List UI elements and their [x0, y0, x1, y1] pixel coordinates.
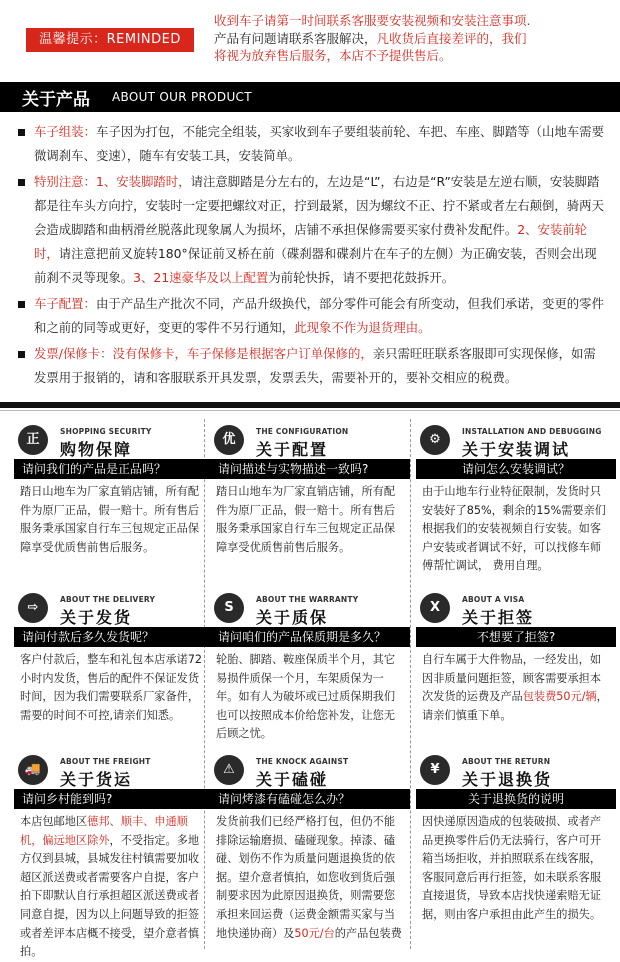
genuine-icon: 正	[18, 425, 48, 455]
delivery-icon: ⇨	[18, 593, 48, 623]
note-special-label: 特别注意：	[34, 174, 96, 189]
quality-icon: 优	[214, 425, 244, 455]
close-icon: X	[420, 593, 450, 623]
cell-answer: 轮胎、脚踏、鞍座保质半个月，其它易损件质保一个月，车架质保为一年。如有人为破坏或已过质保期我们也可以按照成本价给您补发，让您无后顾之忧。	[216, 653, 396, 741]
note-invoice	[18, 342, 606, 390]
cell-title-en: ABOUT THE FREIGHT	[60, 757, 151, 766]
note-special-p3: 为前轮快拆，请不要把花鼓拆开。	[268, 270, 455, 285]
note-special-p1-red: 1、安装脚踏时，	[95, 174, 191, 189]
cell-title-cn: 购物保障	[60, 440, 133, 459]
cell-configuration	[210, 419, 410, 557]
gear-icon: ⚙	[420, 425, 450, 455]
bullet-square-icon	[18, 301, 25, 308]
reminder-line-3: 将视为放弃售后服务，本店不予提供售后。	[214, 48, 452, 63]
yen-icon: ¥	[420, 755, 450, 785]
bullet-square-icon	[18, 351, 25, 358]
cell-question: 请问咱们的产品保质期是多久？	[210, 627, 410, 647]
grid-divider	[410, 419, 411, 949]
cell-head	[210, 749, 410, 789]
cell-title-en: ABOUT THE WARRANTY	[256, 595, 359, 604]
reminder-line-2-red: 凡收货后直接差评的，我们	[376, 30, 527, 46]
cell-head	[210, 587, 410, 627]
cell-question: 关于退换货的说明	[416, 789, 616, 809]
note-special	[18, 170, 606, 290]
reminder-line-2	[214, 30, 614, 48]
cell-question: 请问描述与实物描述一致吗?	[210, 459, 410, 479]
note-config-text: 由于产品生产批次不同，产品升级换代，部分零件可能会有所变动，但我们承诺，变更的零件和之前的同等或更好，变更的零件不另行通知，	[34, 296, 604, 335]
cell-head	[14, 749, 214, 789]
cell-question: 请问怎么安装调试？	[416, 459, 616, 479]
cell-warranty	[210, 587, 410, 744]
reminder-line-2-black: 产品有问题请联系客服解决，	[214, 30, 377, 46]
note-config-text-red: 此现象不作为退货理由。	[294, 320, 431, 335]
cell-title-en: INSTALLATION AND DEBUGGING	[462, 427, 602, 436]
truck-icon: 🚚	[18, 755, 48, 785]
note-config	[18, 292, 606, 340]
note-special-p2-red: 2、安装前轮时，	[34, 222, 588, 261]
cell-title-cn: 关于货运	[60, 770, 133, 789]
cell-answer-text: 发货前我们已经严格打包，但仍不能排除运输磨损、磕碰现象。掉漆、磕碰、划伤不作为质量问题退换货的依据。望介意者慎拍，如您收到货后强制要求因为此原因退换货，则需要您承担来回运费（运费金额需买家与当地快递协商）及	[216, 815, 396, 940]
warranty-icon: S	[214, 593, 244, 623]
bullet-square-icon	[18, 129, 25, 136]
note-config-label: 车子配置：	[34, 296, 96, 311]
cell-return	[416, 749, 616, 925]
note-special-p2: 请注意把前叉旋转180°保证前叉桥在前（碟刹器和碟刹片在车子的左侧）为正确安装，否则会出现前刹不灵等现象。	[34, 246, 597, 285]
cell-answer-text: ，不受指定。多地方仅到县城，县城发往村镇需要加收超区派送费或者需要客户自提，客户拍下即默认自行承担超区派送费或者同意自提，因为以上问题导致的拒签或者差评本店概不接受，望介意者慎拍。	[20, 833, 200, 959]
cell-answer	[14, 809, 214, 962]
cell-title-cn: 关于退换货	[462, 770, 553, 789]
warning-icon: ⚠	[214, 755, 244, 785]
reminder-badge: 温馨提示：REMINDED	[26, 28, 194, 52]
cell-title-en: THE CONFIGURATION	[256, 427, 349, 436]
cell-knock	[210, 749, 410, 943]
cell-answer: 踏日山地车为厂家直销店铺，所有配件为原厂正品，假一赔十。所有售后服务秉承国家自行车三包规定正品保障享受优质售前售后服务。	[20, 485, 200, 554]
note-invoice-label: 发票/保修卡：没有保修卡，车子保修是根据客户订单保修的，	[34, 346, 373, 361]
cell-title-en: ABOUT A VISA	[462, 595, 525, 604]
cell-answer-tail: ，请亲们慎重下单。	[422, 690, 608, 722]
cell-answer: 由于山地车行业特征限制，发货时只安装好了85%，剩余的15%需要亲们根据我们的安装视频自行安装。如客户安装或者调试不好，可以找修车师傅帮忙调试， 费用自理。	[422, 485, 606, 573]
cell-head	[416, 749, 616, 789]
cell-title-en: ABOUT THE DELIVERY	[60, 595, 156, 604]
note-invoice-text: 亲只需旺旺联系客服即可实现保修，如需发票用于报销的，请和客服联系开具发票，发票丢失，需要补开的，要补交相应的税费。	[34, 346, 596, 385]
cell-question: 请问烤漆有磕碰怎么办？	[210, 789, 410, 809]
cell-answer-pre: 本店包邮地区	[20, 815, 88, 828]
cell-title-cn: 关于磕碰	[256, 770, 329, 789]
product-section-header	[0, 82, 620, 112]
cell-question: 请问乡村能到吗?	[14, 789, 214, 809]
cell-answer	[416, 647, 616, 725]
cell-freight	[14, 749, 214, 962]
note-special-p3-red: 3、21速豪华及以上配置	[133, 270, 269, 285]
reminder-line-1: 收到车子请第一时间联系客服要安装视频和安装注意事项.	[214, 13, 531, 28]
cell-head	[416, 587, 616, 627]
section-divider-thin	[0, 410, 620, 411]
cell-title-cn: 关于配置	[256, 440, 329, 459]
reminder-text	[214, 12, 614, 65]
cell-title-cn: 关于质保	[256, 608, 329, 627]
cell-answer-red: 50元/台	[294, 926, 335, 940]
cell-answer: 踏日山地车为厂家直销店铺，所有配件为原厂正品，假一赔十。所有售后服务秉承国家自行车三包规定正品保障享受优质售前售后服务。	[216, 485, 396, 554]
cell-title-cn: 关于发货	[60, 608, 133, 627]
reminder-header	[0, 0, 620, 78]
cell-head	[14, 419, 214, 459]
bullet-square-icon	[18, 179, 25, 186]
note-assembly-text: 车子因为打包，不能完全组装，买家收到车子要组装前轮、车把、车座、脚踏等（山地车需要微调刹车、变速），随车有安装工具，安装简单。	[34, 124, 604, 163]
cell-head	[14, 587, 214, 627]
note-assembly	[18, 120, 606, 168]
cell-head	[416, 419, 616, 459]
cell-title-cn: 关于安装调试	[462, 440, 571, 459]
cell-title-en: THE KNOCK AGAINST	[256, 757, 349, 766]
note-special-p1: 请注意脚踏是分左右的，左边是“L”，右边是“R”安装是左逆右顺，安装脚踏都是往车头方向拧，安装时一定要把螺纹对正，拧到最紧，因为螺纹不正、拧不紧或者左右颠倒，骑两天会造成脚踏和曲柄滑丝脱落此现象属人为损坏，店铺不承担保修需要买家付费补发配件。	[34, 174, 604, 237]
cell-answer	[210, 809, 410, 943]
cell-answer: 因快递原因造成的包装破损、或者产品更换零件后仍无法骑行，客户可开箱当场拒收，并拍照联系在线客服，客服同意后再行拒签，如未联系客服直接退货，导致本店找快递索赔无证据，则由客户承担由此产生的损失。	[422, 815, 602, 921]
cell-shopping-security	[14, 419, 214, 557]
cell-question: 请问我们的产品是正品吗？	[14, 459, 214, 479]
cell-question: 请问付款后多久发货呢？	[14, 627, 214, 647]
cell-head	[210, 419, 410, 459]
cell-visa	[416, 587, 616, 725]
cell-question: 不想要了拒签?	[416, 627, 616, 647]
cell-answer-red: 包装费50元/辆	[522, 690, 597, 704]
product-notes	[0, 112, 620, 390]
section-divider	[0, 402, 620, 408]
cell-answer-red: 德邦、顺丰、申通顺机，偏远地区除外	[20, 815, 188, 847]
cell-installation	[416, 419, 616, 576]
cell-title-en: SHOPPING SECURITY	[60, 427, 152, 436]
cell-answer-tail: 的产品包装费	[334, 926, 402, 940]
cell-title-cn: 关于拒签	[462, 608, 535, 627]
product-section-title-en: ABOUT OUR PRODUCT	[112, 90, 252, 104]
product-section-title-cn: 关于产品	[22, 90, 90, 110]
cell-answer-text: 自行车属于大件物品，一经发出，如因非质量问题拒签，顾客需要承担本次发货的运费及产品	[422, 653, 602, 704]
cell-answer: 客户付款后，整车和礼包本店承诺72小时内发货，售后的配件不保证发货时间，因为我们需要联系厂家备件，需要的时间不可控,请亲们知悉。	[20, 653, 203, 722]
note-assembly-label: 车子组装：	[34, 124, 96, 139]
cell-delivery	[14, 587, 214, 725]
cell-title-en: ABOUT THE RETURN	[462, 757, 551, 766]
